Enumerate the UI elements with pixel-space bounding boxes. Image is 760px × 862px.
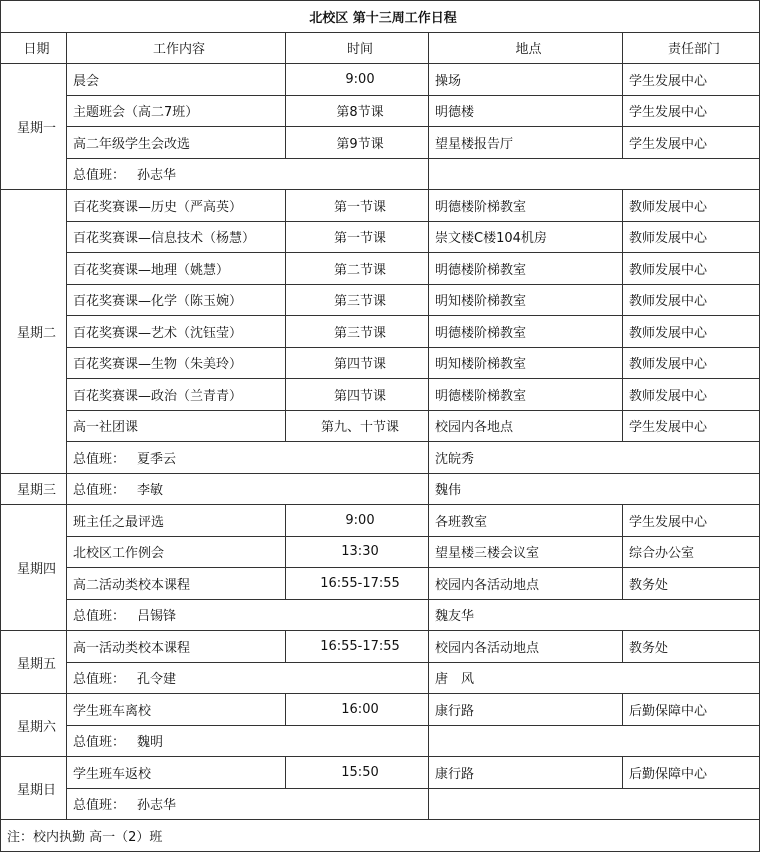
table-row [1, 284, 760, 316]
duty-cell [67, 442, 429, 474]
header-row [1, 32, 760, 64]
work-content-cell: 百花奖赛课—信息技术（杨慧） [67, 221, 286, 253]
work-content-cell: 百花奖赛课—地理（姚慧） [67, 253, 286, 285]
duty-row [1, 158, 760, 190]
dept-cell: 教师发展中心 [623, 190, 760, 222]
work-content-cell: 高一社团课 [67, 410, 286, 442]
work-content-cell: 高二年级学生会改选 [67, 127, 286, 159]
time-cell: 9:00 [286, 64, 429, 96]
table-row [1, 631, 760, 663]
place-cell: 明德楼 [429, 95, 623, 127]
duty-row [1, 662, 760, 694]
time-cell: 16:55-17:55 [286, 631, 429, 663]
work-content-cell: 百花奖赛课—历史（严高英） [67, 190, 286, 222]
schedule-body [1, 1, 760, 852]
table-row [1, 253, 760, 285]
table-row [1, 64, 760, 96]
place-cell: 各班教室 [429, 505, 623, 537]
duty-cell [67, 473, 429, 505]
place-cell: 明德楼阶梯教室 [429, 253, 623, 285]
duty-name: 孙志华 [137, 168, 177, 184]
time-cell: 13:30 [286, 536, 429, 568]
place-cell: 校园内各活动地点 [429, 631, 623, 663]
duty-name: 李敏 [137, 483, 164, 499]
place-cell: 明知楼阶梯教室 [429, 347, 623, 379]
time-cell: 16:00 [286, 694, 429, 726]
work-content-cell: 高一活动类校本课程 [67, 631, 286, 663]
place-cell: 崇文楼C楼104机房 [429, 221, 623, 253]
duty-row [1, 725, 760, 757]
time-cell: 第二节课 [286, 253, 429, 285]
title-row [1, 1, 760, 33]
duty-name: 孔令建 [137, 672, 177, 688]
dept-cell: 后勤保障中心 [623, 694, 760, 726]
note-text: 注：校内执勤 高一（2）班 [1, 820, 760, 852]
header-date: 日期 [1, 32, 67, 64]
dept-cell: 综合办公室 [623, 536, 760, 568]
place-cell: 望星楼三楼会议室 [429, 536, 623, 568]
place-cell: 明知楼阶梯教室 [429, 284, 623, 316]
place-cell: 望星楼报告厅 [429, 127, 623, 159]
dept-cell: 学生发展中心 [623, 127, 760, 159]
time-cell: 第四节课 [286, 347, 429, 379]
duty-name: 吕锡锋 [137, 609, 177, 625]
work-content-cell: 晨会 [67, 64, 286, 96]
page-title: 北校区 第十三周工作日程 [1, 1, 760, 33]
duty-row [1, 473, 760, 505]
dept-cell: 教师发展中心 [623, 253, 760, 285]
place-cell: 校园内各活动地点 [429, 568, 623, 600]
table-row [1, 410, 760, 442]
duty-row [1, 599, 760, 631]
dept-cell: 教师发展中心 [623, 284, 760, 316]
table-row [1, 536, 760, 568]
work-content-cell: 百花奖赛课—艺术（沈钰莹） [67, 316, 286, 348]
work-content-cell: 高二活动类校本课程 [67, 568, 286, 600]
dept-cell: 教务处 [623, 631, 760, 663]
dept-cell: 后勤保障中心 [623, 757, 760, 789]
table-row [1, 505, 760, 537]
dept-cell: 学生发展中心 [623, 64, 760, 96]
time-cell: 第一节课 [286, 190, 429, 222]
duty-label: 总值班： [73, 609, 126, 625]
work-content-cell: 北校区工作例会 [67, 536, 286, 568]
duty-cell [67, 158, 429, 190]
dept-cell: 教师发展中心 [623, 316, 760, 348]
table-row [1, 757, 760, 789]
place-cell: 明德楼阶梯教室 [429, 379, 623, 411]
place-cell: 校园内各地点 [429, 410, 623, 442]
day-label: 星期三 [1, 473, 67, 505]
table-row [1, 694, 760, 726]
day-label: 星期一 [1, 64, 67, 190]
time-cell: 9:00 [286, 505, 429, 537]
table-row [1, 568, 760, 600]
place-cell: 操场 [429, 64, 623, 96]
day-label: 星期六 [1, 694, 67, 757]
table-row [1, 190, 760, 222]
dept-cell: 教师发展中心 [623, 221, 760, 253]
duty-second-cell: 沈皖秀 [429, 442, 760, 474]
duty-label: 总值班： [73, 798, 126, 814]
duty-cell [67, 599, 429, 631]
dept-cell: 学生发展中心 [623, 95, 760, 127]
duty-row [1, 442, 760, 474]
duty-cell [67, 788, 429, 820]
duty-label: 总值班： [73, 483, 126, 499]
duty-label: 总值班： [73, 451, 126, 467]
dept-cell: 教务处 [623, 568, 760, 600]
table-row [1, 347, 760, 379]
place-cell: 明德楼阶梯教室 [429, 190, 623, 222]
duty-label: 总值班： [73, 168, 126, 184]
header-time: 时间 [286, 32, 429, 64]
time-cell: 第三节课 [286, 316, 429, 348]
dept-cell: 学生发展中心 [623, 505, 760, 537]
duty-second-cell [429, 158, 760, 190]
duty-second-cell: 魏友华 [429, 599, 760, 631]
duty-name: 夏季云 [137, 451, 177, 467]
day-label: 星期四 [1, 505, 67, 631]
table-row [1, 221, 760, 253]
duty-second-cell: 唐 风 [429, 662, 760, 694]
time-cell: 第8节课 [286, 95, 429, 127]
dept-cell: 学生发展中心 [623, 410, 760, 442]
time-cell: 第一节课 [286, 221, 429, 253]
note-row [1, 820, 760, 852]
time-cell: 15:50 [286, 757, 429, 789]
work-content-cell: 班主任之最评选 [67, 505, 286, 537]
duty-row [1, 788, 760, 820]
work-content-cell: 学生班车返校 [67, 757, 286, 789]
time-cell: 第九、十节课 [286, 410, 429, 442]
duty-second-cell: 魏伟 [429, 473, 760, 505]
time-cell: 第三节课 [286, 284, 429, 316]
duty-name: 孙志华 [137, 798, 177, 814]
time-cell: 第9节课 [286, 127, 429, 159]
place-cell: 康行路 [429, 694, 623, 726]
table-row [1, 127, 760, 159]
work-content-cell: 百花奖赛课—化学（陈玉婉） [67, 284, 286, 316]
work-content-cell: 主题班会（高二7班） [67, 95, 286, 127]
duty-second-cell [429, 725, 760, 757]
day-label: 星期五 [1, 631, 67, 694]
time-cell: 第四节课 [286, 379, 429, 411]
day-label: 星期日 [1, 757, 67, 820]
place-cell: 康行路 [429, 757, 623, 789]
time-cell: 16:55-17:55 [286, 568, 429, 600]
duty-label: 总值班： [73, 672, 126, 688]
place-cell: 明德楼阶梯教室 [429, 316, 623, 348]
work-content-cell: 百花奖赛课—生物（朱美玲） [67, 347, 286, 379]
duty-name: 魏明 [137, 735, 164, 751]
table-row [1, 379, 760, 411]
dept-cell: 教师发展中心 [623, 347, 760, 379]
header-place: 地点 [429, 32, 623, 64]
duty-label: 总值班： [73, 735, 126, 751]
work-content-cell: 百花奖赛课—政治（兰青青） [67, 379, 286, 411]
duty-cell [67, 662, 429, 694]
table-row [1, 316, 760, 348]
work-content-cell: 学生班车离校 [67, 694, 286, 726]
day-label: 星期二 [1, 190, 67, 474]
dept-cell: 教师发展中心 [623, 379, 760, 411]
duty-cell [67, 725, 429, 757]
header-dept: 责任部门 [623, 32, 760, 64]
duty-second-cell [429, 788, 760, 820]
header-content: 工作内容 [67, 32, 286, 64]
table-row [1, 95, 760, 127]
